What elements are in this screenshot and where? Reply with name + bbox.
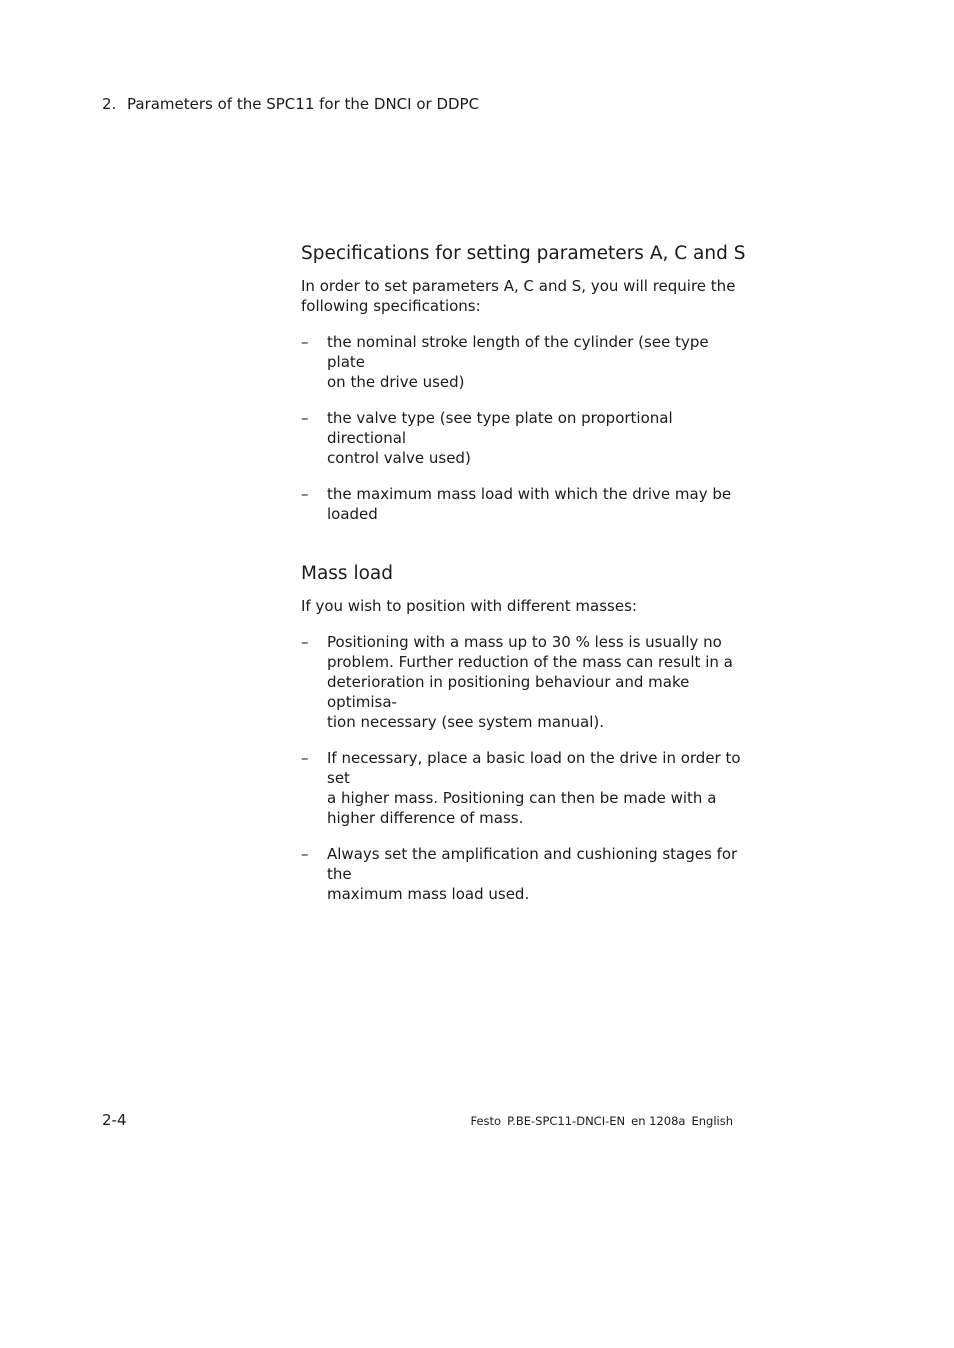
dash-bullet: – [301,845,309,863]
chapter-title: Parameters of the SPC11 for the DNCI or DDPC [127,95,480,113]
list-item-line: on the drive used) [327,373,465,391]
main-content [301,242,751,904]
list-item-line: control valve used) [327,449,471,467]
list-item-line: If necessary, place a basic load on the drive in order to set [327,749,741,787]
list-item [301,632,751,732]
mass-load-heading: Mass load [301,563,393,584]
list-item-line: tion necessary (see system manual). [327,713,605,731]
list-item-line: the maximum mass load with which the drive may be [327,485,732,503]
specifications-heading: Specifications for setting parameters A, C and S [301,243,746,264]
list-item [301,844,751,904]
intro-text: In order to set parameters A, C and S, you will require the following specifications: [301,277,736,315]
list-item-line: deterioration in positioning behaviour and make optimisa- [327,673,690,711]
list-item-line: loaded [327,505,378,523]
doc-id: P.BE-SPC11-DNCI-EN [507,1114,626,1128]
list-item-line: Positioning with a mass up to 30 % less is usually no [327,633,722,651]
dash-bullet: – [301,633,309,651]
list-item [301,748,751,828]
dash-bullet: – [301,749,309,767]
list-item-line: the valve type (see type plate on proportional directional [327,409,673,447]
dash-bullet: – [301,333,309,351]
running-header [102,94,479,114]
publisher: Festo [470,1114,502,1128]
list-item-line: a higher mass. Positioning can then be made with a [327,789,717,807]
edition: en 1208a [631,1114,686,1128]
list-item [301,332,751,392]
specifications-list [301,332,751,524]
specifications-intro [301,276,751,316]
document-reference [470,1113,733,1129]
page-number: 2-4 [102,1111,127,1129]
list-item [301,484,751,524]
list-item-line: maximum mass load used. [327,885,530,903]
mass-load-section [301,562,751,904]
list-item-line: the nominal stroke length of the cylinder (see type plate [327,333,709,371]
specifications-section [301,242,751,524]
mass-load-intro: If you wish to position with different masses: [301,597,637,615]
language: English [691,1114,733,1128]
list-item-line: higher difference of mass. [327,809,524,827]
list-item [301,408,751,468]
list-item-line: problem. Further reduction of the mass can result in a [327,653,733,671]
list-item-line: Always set the amplification and cushioning stages for the [327,845,738,883]
chapter-number: 2. [102,95,117,113]
dash-bullet: – [301,485,309,503]
mass-load-list [301,632,751,904]
dash-bullet: – [301,409,309,427]
